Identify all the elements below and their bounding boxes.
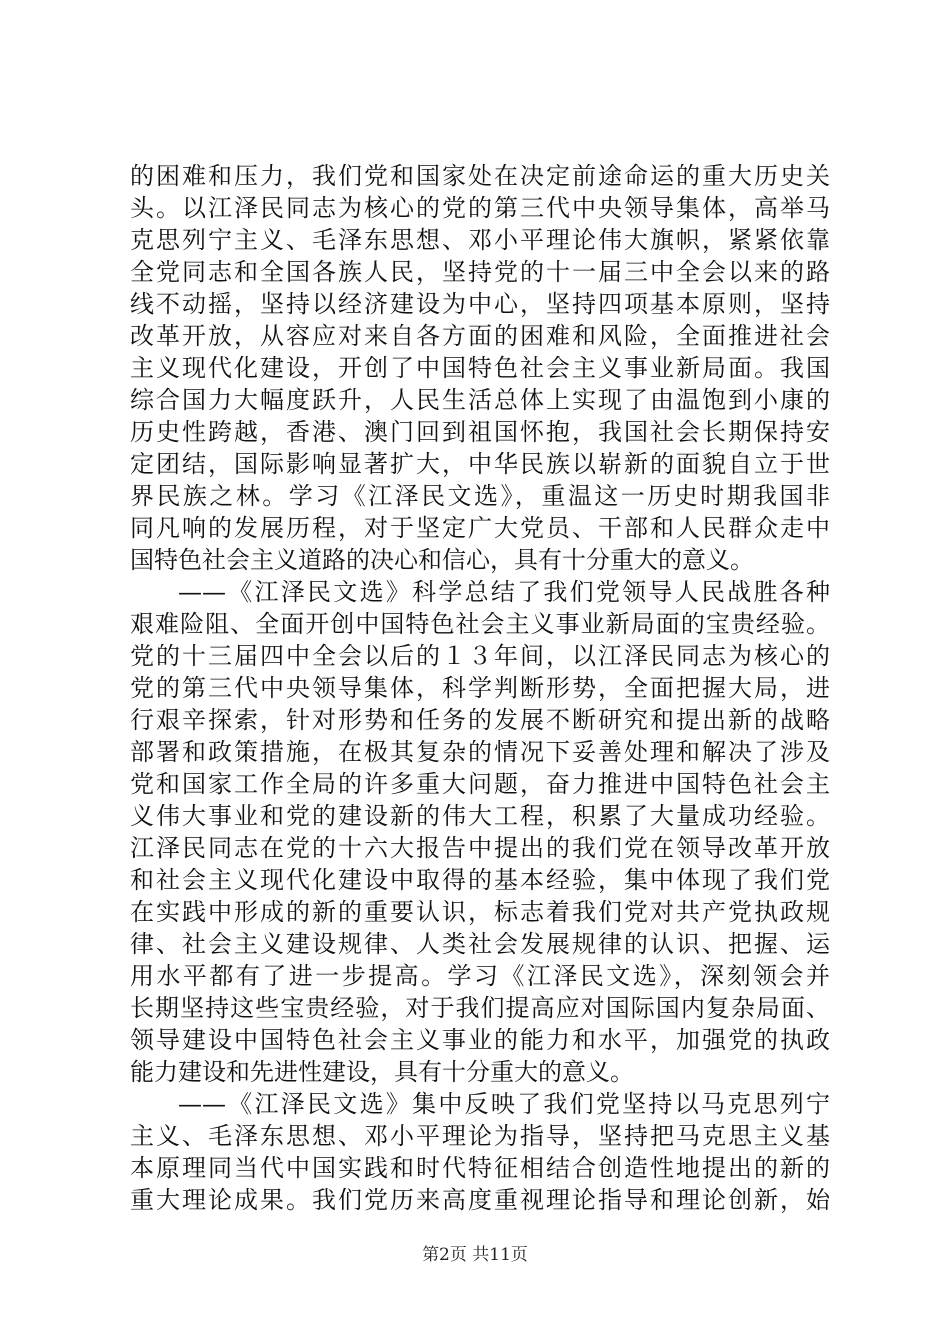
text-line: 艰难险阻、全面开创中国特色社会主义事业新局面的宝贵经验。 <box>130 610 830 638</box>
text-line: 国特色社会主义道路的决心和信心，具有十分重大的意义。 <box>130 546 754 574</box>
text-line: 党的第三代中央领导集体，科学判断形势，全面把握大局，进 <box>130 674 830 702</box>
text-line: ——《江泽民文选》科学总结了我们党领导人民战胜各种 <box>178 578 830 606</box>
text-line: 部署和政策措施，在极其复杂的情况下妥善处理和解决了涉及 <box>130 738 830 766</box>
text-line: 江泽民同志在党的十六大报告中提出的我们党在领导改革开放 <box>130 834 830 862</box>
text-line: 能力建设和先进性建设，具有十分重大的意义。 <box>130 1058 634 1086</box>
page-footer: 第2页 共11页 <box>422 1245 528 1265</box>
text-line: 在实践中形成的新的重要认识，标志着我们党对共产党执政规 <box>130 898 830 926</box>
text-line: 界民族之林。学习《江泽民文选》，重温这一历史时期我国非 <box>130 482 830 510</box>
text-line: 义伟大事业和党的建设新的伟大工程，积累了大量成功经验。 <box>130 802 830 830</box>
text-line: 和社会主义现代化建设中取得的基本经验，集中体现了我们党 <box>130 866 830 894</box>
text-line: ——《江泽民文选》集中反映了我们党坚持以马克思列宁 <box>178 1090 830 1118</box>
text-line: 同凡响的发展历程，对于坚定广大党员、干部和人民群众走中 <box>130 514 830 542</box>
text-line: 长期坚持这些宝贵经验，对于我们提高应对国际国内复杂局面、 <box>130 994 830 1022</box>
body-text <box>130 160 830 1216</box>
text-line: 用水平都有了进一步提高。学习《江泽民文选》，深刻领会并 <box>130 962 830 990</box>
text-line: 全党同志和全国各族人民，坚持党的十一届三中全会以来的路 <box>130 258 830 286</box>
text-line: 律、社会主义建设规律、人类社会发展规律的认识、把握、运 <box>130 930 830 958</box>
text-line: 克思列宁主义、毛泽东思想、邓小平理论伟大旗帜，紧紧依靠 <box>130 226 830 254</box>
text-line: 党和国家工作全局的许多重大问题，奋力推进中国特色社会主 <box>130 770 830 798</box>
text-line: 领导建设中国特色社会主义事业的能力和水平，加强党的执政 <box>130 1026 830 1054</box>
text-line: 线不动摇，坚持以经济建设为中心，坚持四项基本原则，坚持 <box>130 290 830 318</box>
text-line: 综合国力大幅度跃升，人民生活总体上实现了由温饱到小康的 <box>130 386 830 414</box>
text-line: 定团结，国际影响显著扩大，中华民族以崭新的面貌自立于世 <box>130 450 830 478</box>
text-line: 主义、毛泽东思想、邓小平理论为指导，坚持把马克思主义基 <box>130 1122 830 1150</box>
text-line: 主义现代化建设，开创了中国特色社会主义事业新局面。我国 <box>130 354 830 382</box>
text-line: 的困难和压力，我们党和国家处在决定前途命运的重大历史关 <box>130 162 830 190</box>
text-line: 重大理论成果。我们党历来高度重视理论指导和理论创新，始 <box>130 1186 830 1214</box>
text-line: 本原理同当代中国实践和时代特征相结合创造性地提出的新的 <box>130 1154 830 1182</box>
text-line: 历史性跨越，香港、澳门回到祖国怀抱，我国社会长期保持安 <box>130 418 830 446</box>
text-line: 党的十三届四中全会以后的１３年间，以江泽民同志为核心的 <box>130 642 830 670</box>
text-line: 头。以江泽民同志为核心的党的第三代中央领导集体，高举马 <box>130 194 830 222</box>
text-line: 改革开放，从容应对来自各方面的困难和风险，全面推进社会 <box>130 322 830 350</box>
text-line: 行艰辛探索，针对形势和任务的发展不断研究和提出新的战略 <box>130 706 830 734</box>
